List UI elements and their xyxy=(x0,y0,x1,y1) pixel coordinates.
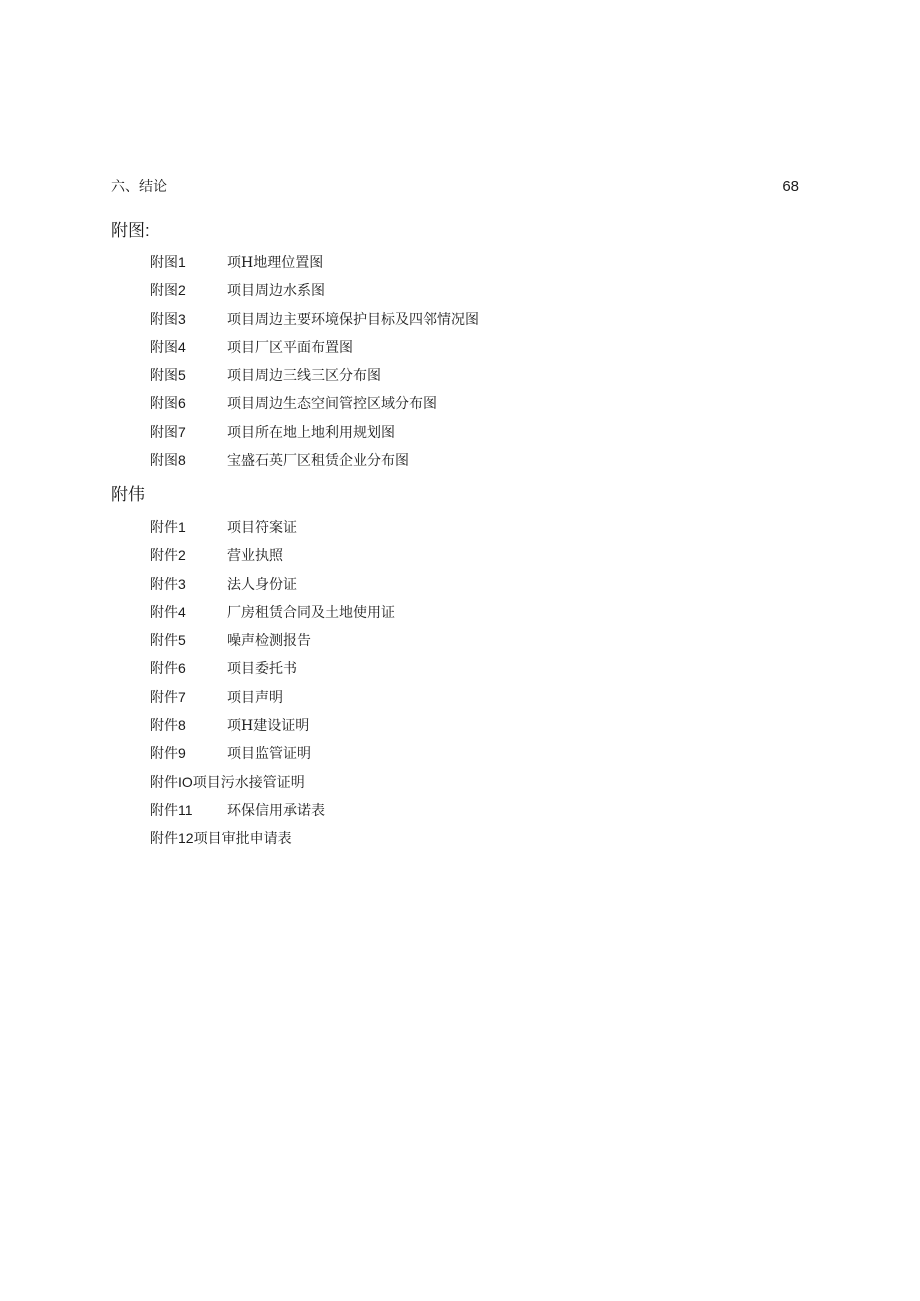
attachment-title: 项目审批申请表 xyxy=(193,831,292,848)
figure-title: 项目周边三线三区分布图 xyxy=(227,368,381,385)
figure-title: 项目所在地上地利用规划图 xyxy=(227,424,395,441)
figure-item[interactable] xyxy=(150,421,479,449)
attachment-number: 附件8 xyxy=(150,717,186,735)
attachment-number: 附件1 xyxy=(150,519,186,536)
figure-number: 附图7 xyxy=(150,423,186,441)
figure-title: 项目周边主要环境保护目标及四邻情况图 xyxy=(227,311,479,328)
attachment-title: 噪声检测报告 xyxy=(227,633,311,650)
attachment-title: 项目符案证 xyxy=(227,520,297,536)
attachment-title: 项目委托书 xyxy=(227,661,297,678)
attachment-title: 项目污水接管证明 xyxy=(192,774,305,791)
figure-number: 附图2 xyxy=(150,282,186,300)
attachment-title: 法人身份证 xyxy=(227,576,297,593)
attachment-item[interactable] xyxy=(150,544,395,572)
figure-title: 宝盛石英厂区租赁企业分布图 xyxy=(227,453,409,470)
attachments-heading: 附伟 xyxy=(111,485,145,504)
figure-number: 附图8 xyxy=(150,452,186,470)
figure-item[interactable] xyxy=(150,392,479,420)
attachment-item[interactable] xyxy=(150,573,395,601)
attachment-item[interactable] xyxy=(150,516,395,544)
attachment-number: 附件4 xyxy=(150,603,186,621)
figure-number: 附图1 xyxy=(150,254,186,271)
attachment-number: 附件6 xyxy=(150,660,186,678)
figure-item[interactable] xyxy=(150,308,479,336)
attachment-title: 厂房租赁合同及土地使用证 xyxy=(227,604,395,621)
figure-item[interactable] xyxy=(150,279,479,307)
attachment-number: 附件11 xyxy=(150,801,193,819)
toc-entry-page-number: 68 xyxy=(782,178,799,195)
attachment-number: 附件2 xyxy=(150,547,186,565)
figure-item[interactable] xyxy=(150,449,479,477)
attachment-title: 项目监管证明 xyxy=(227,746,311,763)
attachment-item[interactable] xyxy=(150,601,395,629)
figure-number: 附图3 xyxy=(150,310,186,328)
figure-number: 附图4 xyxy=(150,338,186,356)
attachment-item[interactable] xyxy=(150,799,395,827)
figure-item[interactable] xyxy=(150,251,479,279)
figure-item[interactable] xyxy=(150,336,479,364)
attachment-number: 附件IO xyxy=(150,773,193,791)
figure-title: 项目周边生态空间管控区域分布图 xyxy=(227,396,437,413)
toc-entry-title: 六、结论 xyxy=(111,179,167,195)
attachment-number: 附件7 xyxy=(150,688,186,706)
attachment-number: 附件12 xyxy=(150,830,194,848)
figure-title: 项H地理位置图 xyxy=(227,255,324,271)
attachment-number: 附件9 xyxy=(150,745,186,763)
figure-number: 附图5 xyxy=(150,367,186,385)
attachment-item[interactable] xyxy=(150,686,395,714)
attachment-title: 环保信用承诺表 xyxy=(227,802,325,819)
attachments-list xyxy=(150,516,395,856)
attachment-number: 附件3 xyxy=(150,575,186,593)
attachment-item[interactable] xyxy=(150,629,395,657)
figure-title: 项目周边水系图 xyxy=(227,283,325,300)
figures-heading: 附图: xyxy=(111,221,150,240)
attachment-title: 营业执照 xyxy=(227,548,283,565)
attachment-title: 项目声明 xyxy=(227,689,283,706)
figure-number: 附图6 xyxy=(150,395,186,413)
figures-list xyxy=(150,251,479,477)
figure-title: 项目厂区平面布置图 xyxy=(227,339,353,356)
attachment-item[interactable] xyxy=(150,657,395,685)
attachment-title: 项H建设证明 xyxy=(227,718,310,735)
figure-item[interactable] xyxy=(150,364,479,392)
attachment-item[interactable] xyxy=(150,714,395,742)
attachment-number: 附件5 xyxy=(150,632,186,650)
attachment-item[interactable] xyxy=(150,771,395,799)
toc-entry[interactable] xyxy=(111,176,799,198)
attachment-item[interactable] xyxy=(150,742,395,770)
attachment-item[interactable] xyxy=(150,827,395,855)
